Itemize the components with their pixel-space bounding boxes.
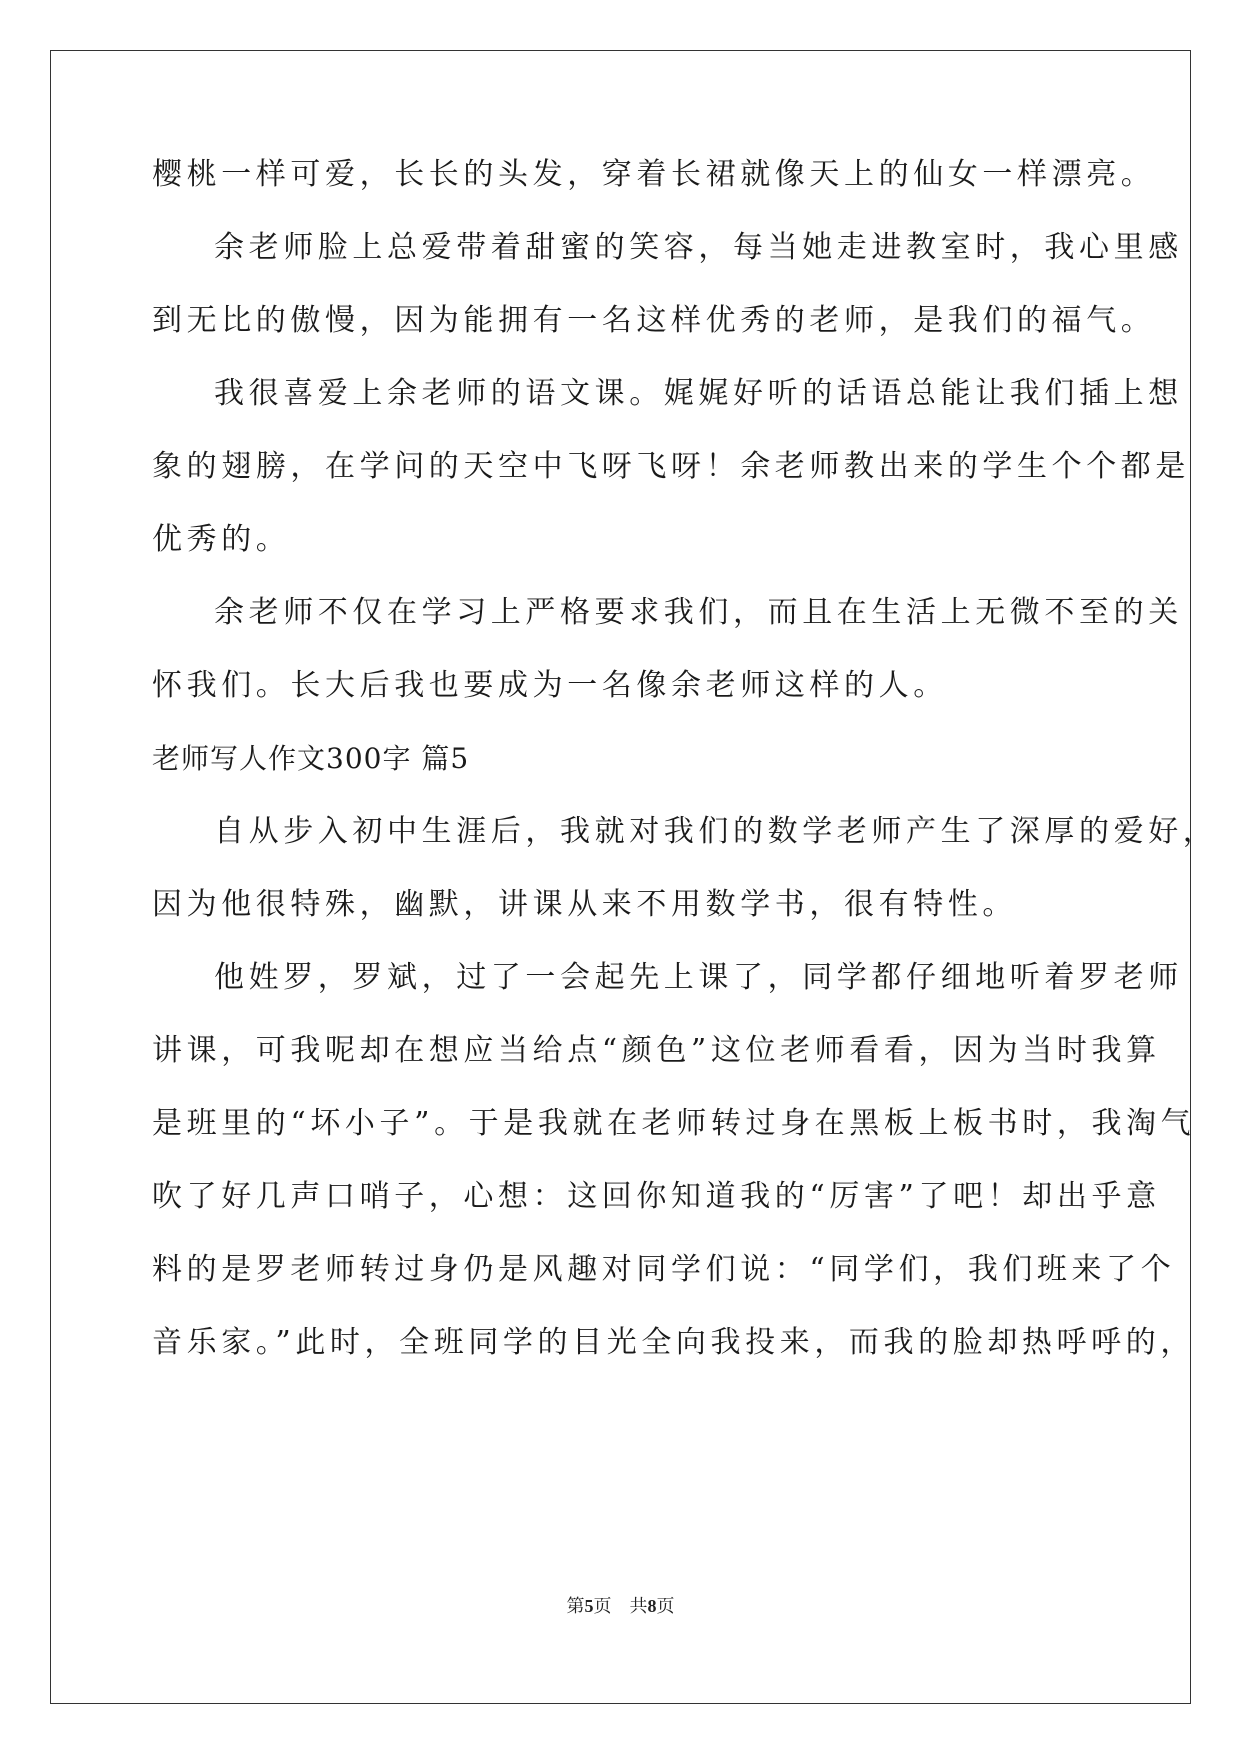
page-number: 5 bbox=[584, 1596, 594, 1616]
text-line: 料的是罗老师转过身仍是风趣对同学们说：“同学们，我们班来了个 bbox=[152, 1252, 1176, 1287]
paragraph-first-line: 余老师不仅在学习上严格要求我们，而且在生活上无微不至的关 bbox=[214, 595, 1183, 630]
paragraph-first-line: 余老师脸上总爱带着甜蜜的笑容，每当她走进教室时，我心里感 bbox=[214, 230, 1183, 265]
page-suffix: 页 bbox=[593, 1596, 612, 1617]
page-prefix: 第 bbox=[566, 1596, 585, 1617]
text-line: 是班里的“坏小子”。于是我就在老师转过身在黑板上板书时，我淘气 bbox=[152, 1106, 1196, 1141]
text-line: 到无比的傲慢，因为能拥有一名这样优秀的老师，是我们的福气。 bbox=[152, 303, 1156, 338]
text-line: 怀我们。长大后我也要成为一名像余老师这样的人。 bbox=[152, 668, 948, 703]
total-suffix: 页 bbox=[656, 1596, 675, 1617]
page-border bbox=[50, 50, 1191, 1704]
text-line: 讲课，可我呢却在想应当给点“颜色”这位老师看看，因为当时我算 bbox=[152, 1033, 1161, 1068]
paragraph-first-line: 我很喜爱上余老师的语文课。娓娓好听的话语总能让我们插上想 bbox=[214, 376, 1183, 411]
text-line: 因为他很特殊，幽默，讲课从来不用数学书，很有特性。 bbox=[152, 887, 1017, 922]
section-heading: 老师写人作文300字 篇5 bbox=[152, 742, 470, 775]
total-pages: 8 bbox=[647, 1596, 657, 1616]
page-footer bbox=[0, 1592, 1241, 1618]
text-line: 樱桃一样可爱，长长的头发，穿着长裙就像天上的仙女一样漂亮。 bbox=[152, 157, 1156, 192]
text-line: 吹了好几声口哨子，心想：这回你知道我的“厉害”了吧！却出乎意 bbox=[152, 1179, 1161, 1214]
text-line: 象的翅膀，在学问的天空中飞呀飞呀！余老师教出来的学生个个都是 bbox=[152, 449, 1190, 484]
text-line: 优秀的。 bbox=[152, 522, 291, 557]
paragraph-first-line: 他姓罗，罗斌，过了一会起先上课了，同学都仔细地听着罗老师 bbox=[214, 960, 1183, 995]
total-prefix: 共 bbox=[629, 1596, 648, 1617]
text-line: 音乐家。”此时，全班同学的目光全向我投来，而我的脸却热呼呼的， bbox=[152, 1325, 1195, 1360]
paragraph-first-line: 自从步入初中生涯后，我就对我们的数学老师产生了深厚的爱好， bbox=[214, 814, 1218, 849]
